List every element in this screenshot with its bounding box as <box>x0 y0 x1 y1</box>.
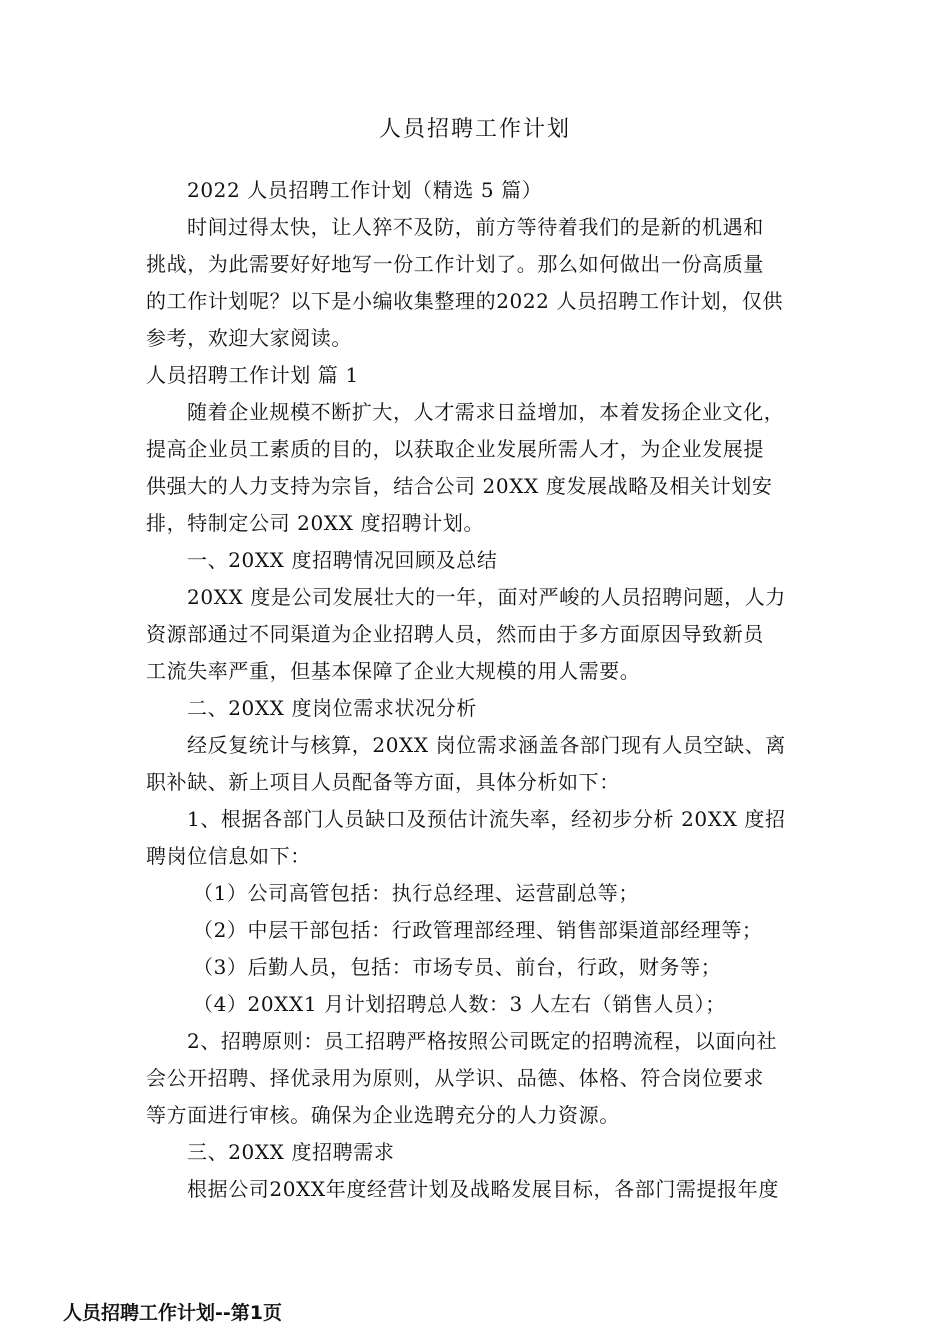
list-item: （3）后勤人员，包括：市场专员、前台，行政，财务等； <box>193 955 722 979</box>
text-line: 资源部通过不同渠道为企业招聘人员，然而由于多方面原因导致新员 <box>146 622 764 646</box>
list-item: （2）中层干部包括：行政管理部经理、销售部渠道部经理等； <box>193 918 763 942</box>
text-line: 提高企业员工素质的目的，以获取企业发展所需人才，为企业发展提 <box>146 437 764 461</box>
text-line: 会公开招聘、择优录用为原则，从学识、品德、体格、符合岗位要求 <box>146 1066 764 1090</box>
text-line: 根据公司20XX年度经营计划及战略发展目标，各部门需提报年度 <box>187 1177 779 1201</box>
subtitle-line: 2022 人员招聘工作计划（精选 5 篇） <box>187 178 543 202</box>
text-line: 工流失率严重，但基本保障了企业大规模的用人需要。 <box>146 659 641 683</box>
text-line: 挑战，为此需要好好地写一份工作计划了。那么如何做出一份高质量 <box>146 252 764 276</box>
text-line: 参考，欢迎大家阅读。 <box>146 326 352 350</box>
list-item: （1）公司高管包括：执行总经理、运营副总等； <box>193 881 639 905</box>
text-line: 供强大的人力支持为宗旨，结合公司 20XX 度发展战略及相关计划安 <box>146 474 773 498</box>
text-line: 的工作计划呢？以下是小编收集整理的2022 人员招聘工作计划，仅供 <box>146 289 784 313</box>
list-item: （4）20XX1 月计划招聘总人数：3 人左右（销售人员）； <box>193 992 726 1016</box>
text-line: 职补缺、新上项目人员配备等方面，具体分析如下： <box>146 770 620 794</box>
text-line: 排，特制定公司 20XX 度招聘计划。 <box>146 511 485 535</box>
section-heading: 三、20XX 度招聘需求 <box>187 1140 395 1164</box>
page-footer: 人员招聘工作计划--第1页 <box>63 1302 282 1324</box>
text-line: 随着企业规模不断扩大，人才需求日益增加，本着发扬企业文化， <box>187 400 785 424</box>
text-line: 等方面进行审核。确保为企业选聘充分的人力资源。 <box>146 1103 620 1127</box>
section-heading: 人员招聘工作计划 篇 1 <box>146 363 359 387</box>
text-line: 1、根据各部门人员缺口及预估计流失率，经初步分析 20XX 度招 <box>187 807 786 831</box>
text-line: 时间过得太快，让人猝不及防，前方等待着我们的是新的机遇和 <box>187 215 764 239</box>
section-heading: 二、20XX 度岗位需求状况分析 <box>187 696 477 720</box>
text-line: 20XX 度是公司发展壮大的一年，面对严峻的人员招聘问题，人力 <box>187 585 786 609</box>
section-heading: 一、20XX 度招聘情况回顾及总结 <box>187 548 498 572</box>
text-line: 2、招聘原则：员工招聘严格按照公司既定的招聘流程，以面向社 <box>187 1029 778 1053</box>
document-title: 人员招聘工作计划 <box>378 117 571 142</box>
text-line: 经反复统计与核算，20XX 岗位需求涵盖各部门现有人员空缺、离 <box>187 733 786 757</box>
text-line: 聘岗位信息如下： <box>146 844 311 868</box>
